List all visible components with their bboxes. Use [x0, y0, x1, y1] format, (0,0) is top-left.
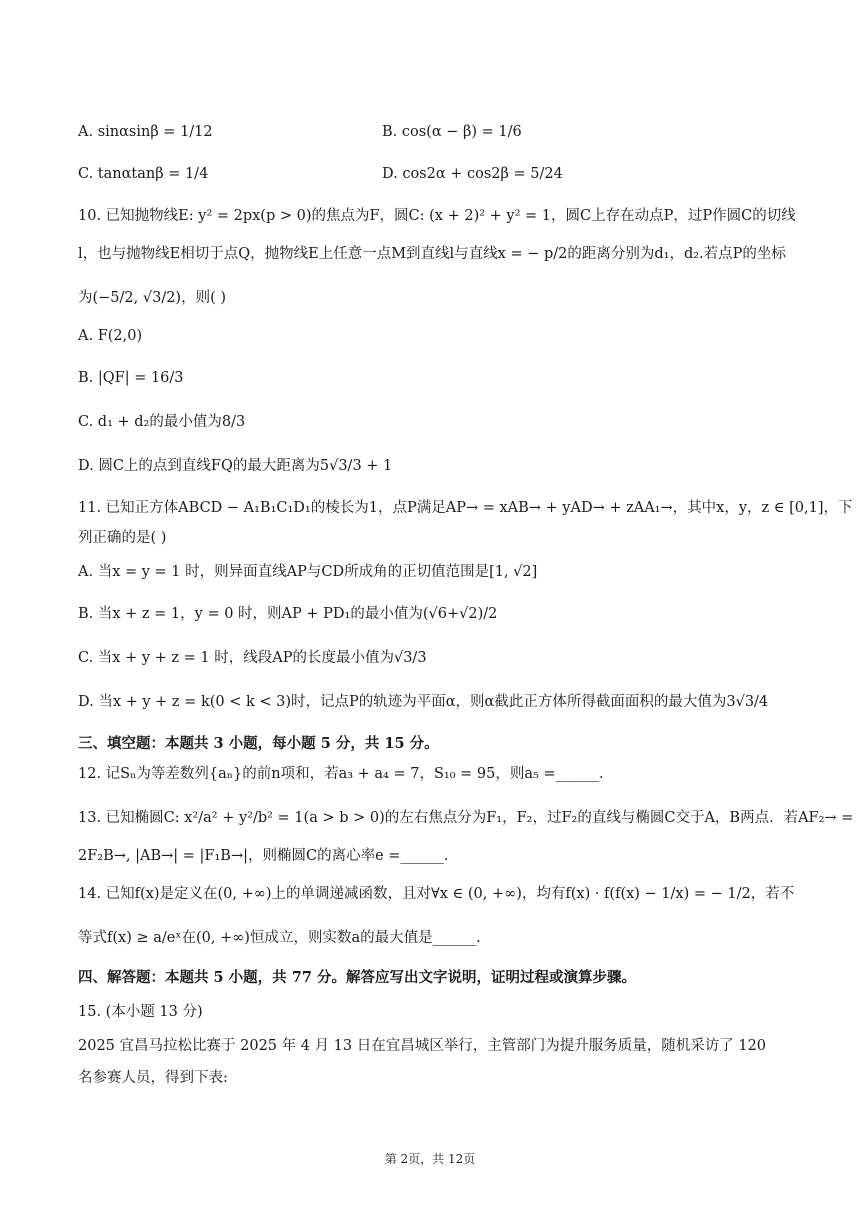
q10-stem-line3: 为(−5/2, √3/2)，则( ): [78, 290, 227, 306]
q13-line2: 2F₂B→, |AB→| = |F₁B→|，则椭圆C的离心率e =______.: [78, 848, 449, 864]
q10-option-d: D. 圆C上的点到直线FQ的最大距离为5√3/3 + 1: [78, 458, 393, 474]
q10-option-c: C. d₁ + d₂的最小值为8/3: [78, 414, 246, 430]
q13-line1: 13. 已知椭圆C: x²/a² + y²/b² = 1(a > b > 0)的左右焦点分为F₁，F₂，过F₂的直线与椭圆C交于A，B两点．若AF₂→ =: [78, 810, 854, 826]
option-d: D. cos2α + cos2β = 5/24: [382, 166, 563, 182]
q14-line1: 14. 已知f(x)是定义在(0, +∞)上的单调递减函数，且对∀x ∈ (0, +∞)，均有f(x) · f(f(x) − 1/x) = − 1/2，若不: [78, 886, 795, 902]
page-footer: 第 2页，共 12页: [384, 1152, 476, 1166]
q11-stem-line2: 列正确的是( ): [78, 530, 167, 546]
section-4-heading: 四、解答题：本题共 5 小题，共 77 分。解答应写出文字说明，证明过程或演算步骤。: [78, 969, 636, 986]
option-b: B. cos(α − β) = 1/6: [382, 124, 522, 140]
q12: 12. 记Sₙ为等差数列{aₙ}的前n项和，若a₃ + a₄ = 7，S₁₀ = 95，则a₅ =______.: [78, 766, 604, 782]
q10-stem-line2: l，也与抛物线E相切于点Q，抛物线E上任意一点M到直线l与直线x = − p/2的距离分别为d₁，d₂.若点P的坐标: [78, 246, 786, 262]
q11-option-c: C. 当x + y + z = 1 时，线段AP的长度最小值为√3/3: [78, 650, 427, 666]
q10-stem-line1: 10. 已知抛物线E: y² = 2px(p > 0)的焦点为F，圆C: (x + 2)² + y² = 1，圆C上存在动点P，过P作圆C的切线: [78, 208, 796, 224]
section-3-heading: 三、填空题：本题共 3 小题，每小题 5 分，共 15 分。: [78, 735, 439, 752]
q11-option-d: D. 当x + y + z = k(0 < k < 3)时，记点P的轨迹为平面α，则α截此正方体所得截面面积的最大值为3√3/4: [78, 694, 769, 710]
q15-title: 15. (本小题 13 分): [78, 1004, 203, 1020]
q15-line1: 2025 宜昌马拉松比赛于 2025 年 4 月 13 日在宜昌城区举行，主管部门为提升服务质量，随机采访了 120: [78, 1038, 767, 1054]
q11-option-b: B. 当x + z = 1，y = 0 时，则AP + PD₁的最小值为(√6+√2)/2: [78, 606, 498, 622]
q10-option-a: A. F(2,0): [78, 328, 143, 344]
q10-option-b: B. |QF| = 16/3: [78, 370, 184, 386]
option-a: A. sinαsinβ = 1/12: [78, 124, 213, 140]
option-c: C. tanαtanβ = 1/4: [78, 166, 209, 182]
q11-stem-line1: 11. 已知正方体ABCD − A₁B₁C₁D₁的棱长为1，点P满足AP→ = xAB→ + yAD→ + zAA₁→，其中x，y，z ∈ [0,1]，下: [78, 500, 853, 516]
q11-option-a: A. 当x = y = 1 时，则异面直线AP与CD所成角的正切值范围是[1, √2]: [78, 564, 538, 580]
q14-line2: 等式f(x) ≥ a/eˣ在(0, +∞)恒成立，则实数a的最大值是______.: [78, 930, 481, 946]
q15-line2: 名参赛人员，得到下表:: [78, 1070, 228, 1086]
